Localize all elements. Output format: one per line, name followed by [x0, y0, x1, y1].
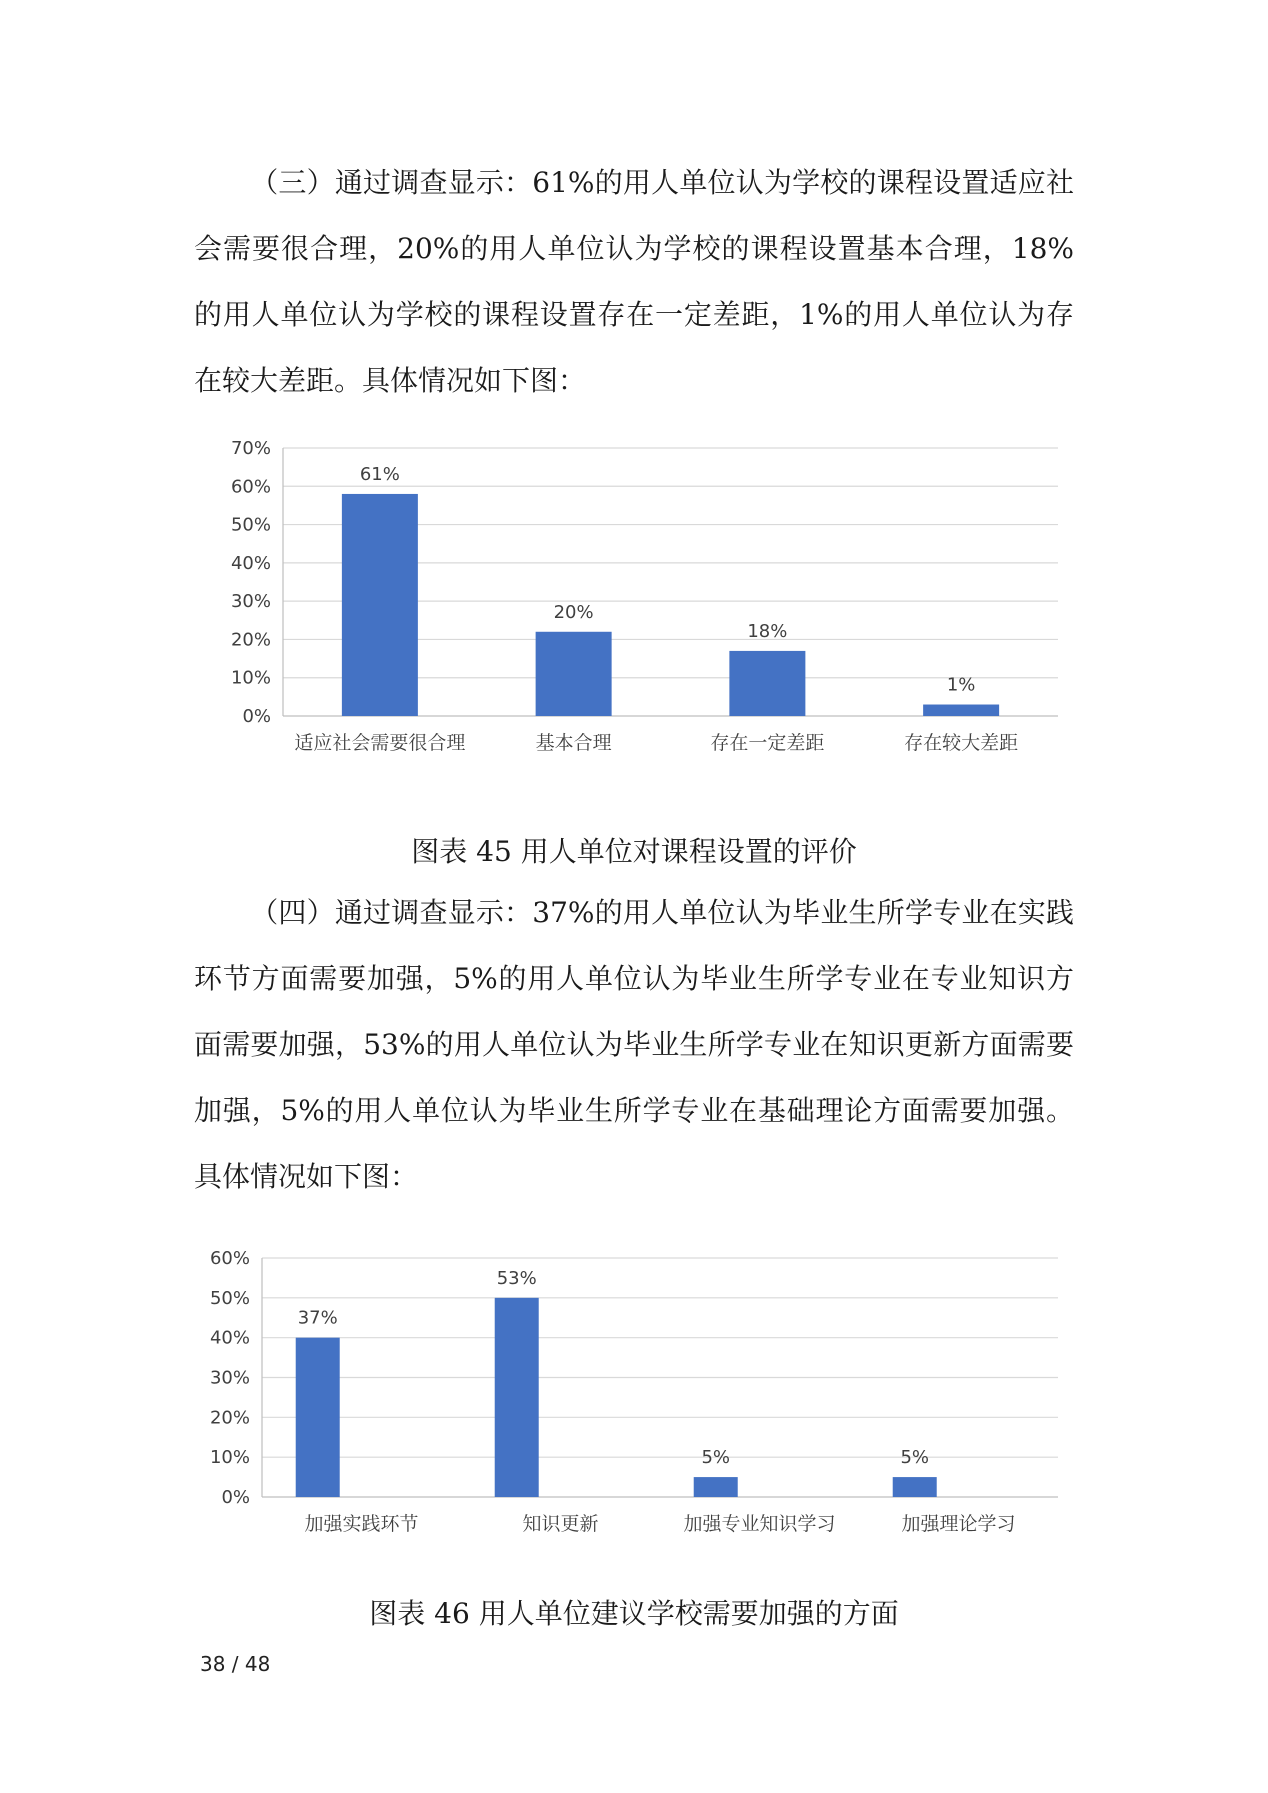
y-tick-label: 30% — [230, 591, 271, 613]
category-label: 知识更新 — [522, 1513, 599, 1535]
y-tick-label: 60% — [230, 476, 271, 498]
data-label: 20% — [553, 601, 594, 623]
page-number: 38 / 48 — [200, 1652, 271, 1676]
y-tick-label: 40% — [230, 552, 271, 574]
figure-caption-46: 图表 46 用人单位建议学校需要加强的方面 — [369, 1597, 899, 1630]
category-label: 加强专业知识学习 — [683, 1513, 836, 1535]
category-label: 存在一定差距 — [710, 732, 825, 754]
y-tick-label: 20% — [230, 629, 271, 651]
bar — [296, 1338, 340, 1497]
paragraph-course-evaluation: （三）通过调查显示：61%的用人单位认为学校的课程设置适应社会需要很合理，20%的用人单位认为学校的课程设置基本合理，18%的用人单位认为学校的课程设置存在一定差距，1%的用人单位认为存在较大差距。具体情况如下图： — [194, 166, 1074, 397]
data-label: 5% — [900, 1447, 930, 1469]
bar — [495, 1298, 539, 1497]
y-tick-label: 40% — [209, 1327, 250, 1349]
y-tick-label: 10% — [230, 667, 271, 689]
bar — [694, 1477, 738, 1497]
y-tick-label: 50% — [209, 1287, 250, 1309]
category-label: 基本合理 — [535, 732, 612, 754]
bar — [893, 1477, 937, 1497]
y-tick-label: 0% — [221, 1487, 250, 1508]
data-label: 18% — [747, 620, 788, 642]
category-label: 适应社会需要很合理 — [294, 732, 466, 754]
y-tick-label: 50% — [230, 514, 271, 536]
y-tick-label: 30% — [209, 1367, 250, 1389]
y-tick-label: 60% — [209, 1248, 250, 1269]
data-label: 61% — [359, 463, 400, 485]
paragraph-strengthen-areas: （四）通过调查显示：37%的用人单位认为毕业生所学专业在实践环节方面需要加强，5%的用人单位认为毕业生所学专业在专业知识方面需要加强，53%的用人单位认为毕业生所学专业在知识更新方面需要加强，5%的用人单位认为毕业生所学专业在基础理论方面需要加强。具体情况如下图： — [194, 896, 1074, 1193]
data-label: 37% — [297, 1307, 338, 1329]
category-label: 加强实践环节 — [304, 1513, 419, 1535]
data-label: 1% — [946, 674, 976, 696]
y-tick-label: 20% — [209, 1407, 250, 1429]
data-label: 5% — [701, 1447, 731, 1469]
y-tick-label: 70% — [230, 438, 271, 459]
y-tick-label: 10% — [209, 1447, 250, 1469]
data-label: 53% — [496, 1267, 537, 1289]
category-label: 存在较大差距 — [904, 732, 1019, 754]
category-label: 加强理论学习 — [901, 1513, 1016, 1535]
figure-caption-45: 图表 45 用人单位对课程设置的评价 — [411, 835, 857, 868]
y-tick-label: 0% — [242, 706, 271, 727]
